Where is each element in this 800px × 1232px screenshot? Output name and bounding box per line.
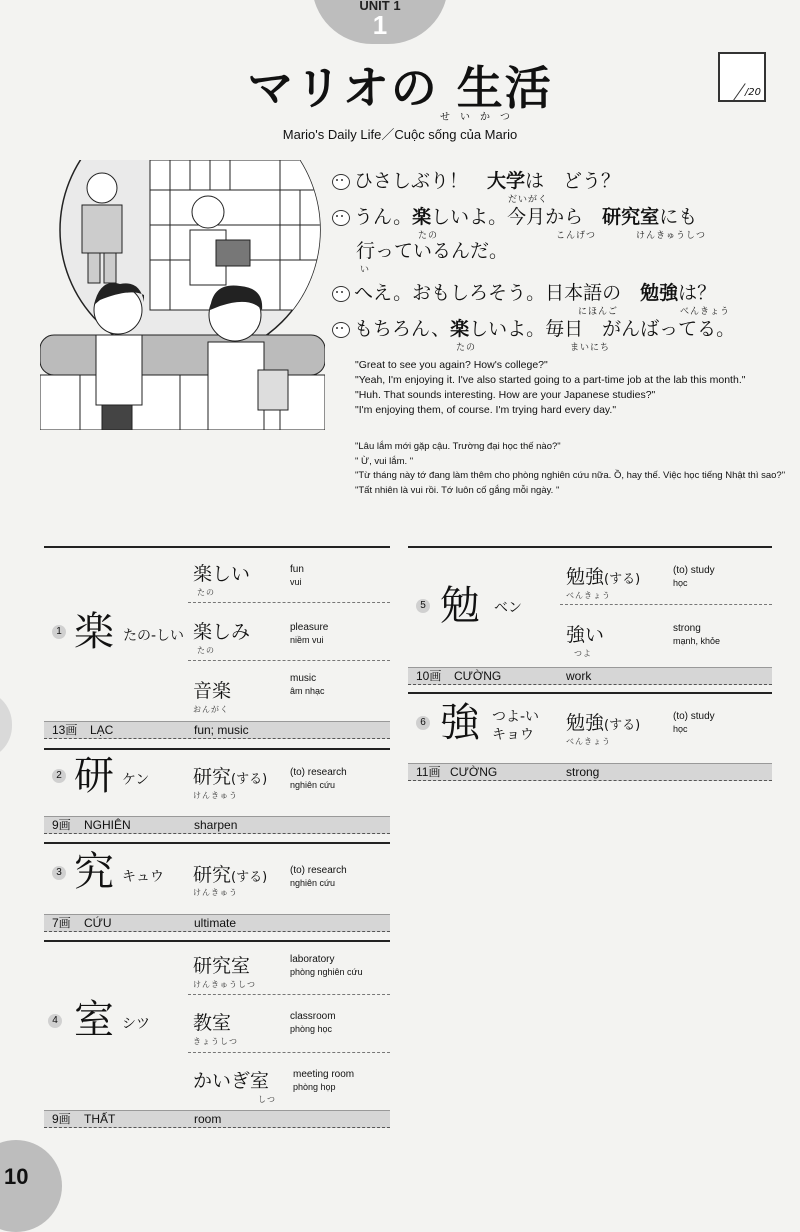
page-title: マリオの 生活 [247,61,553,115]
divider [188,660,390,661]
vocab-ruby: しつ [258,1095,276,1104]
kanji-character: 研 [74,753,114,799]
vocab-gloss: laboratory phòng nghiên cứu [290,954,363,977]
vocab-word: 研究(する) [193,766,268,788]
kanji-reading: キョウ [492,727,534,743]
ruby: たの [456,343,477,353]
unit-tab [312,0,448,44]
ruby: けんきゅうしつ [636,231,707,241]
divider [188,994,390,995]
kanji-reading: たの-しい [123,628,185,644]
unit-label: UNIT 1 [359,0,401,13]
kanji-number: 5 [416,599,430,613]
kanji-info-bar: 7画 CỨU ultimate [44,914,390,932]
kanji-character: 勉 [440,583,480,629]
ruby: まいにち [570,343,611,353]
vocab-ruby: おんがく [193,705,229,714]
kanji-character: 強 [440,700,480,746]
title-ruby: せいかつ [440,112,520,123]
kanji-info-bar: 9画 THẤT room [44,1110,390,1128]
divider [44,940,390,943]
vocab-gloss: pleasure niềm vui [290,622,329,645]
ruby: にほんご [578,307,619,317]
vocab-ruby: たの [197,646,215,655]
kanji-character: 楽 [74,609,114,655]
dialogue-line-1: ひさしぶり！ 大学は どう？ [332,170,620,192]
kanji-reading: シツ [122,1016,150,1032]
kanji-info-bar: 9画 NGHIÊN sharpen [44,816,390,834]
page-number-badge [0,1140,62,1232]
kanji-character: 室 [74,997,114,1043]
vocab-word: 研究(する) [193,864,268,886]
kanji-character: 究 [74,849,114,895]
ruby: だいがく [508,195,549,205]
vocab-gloss: fun vui [290,564,304,587]
kanji-info-bar: 11画 CƯỜNG strong [408,763,772,781]
kanji-info-bar: 10画 CƯỜNG work [408,667,772,685]
vocab-ruby: きょうしつ [193,1037,238,1046]
score-label: /20 [744,87,761,98]
ruby: たの [418,231,439,241]
vocab-gloss: strong mạnh, khỏe [673,623,721,646]
vocab-gloss: music âm nhạc [290,673,325,696]
page-subtitle: Mario's Daily Life／Cuộc sống của Mario [282,127,518,142]
divider [560,604,772,605]
vocab-ruby: けんきゅう [193,888,238,897]
vocab-gloss: classroom phòng học [290,1011,336,1034]
kanji-reading: ベン [494,600,522,616]
vocab-gloss: (to) study học [673,565,715,588]
speaker-mario-icon [332,210,350,226]
kanji-info-bar: 13画 LẠC fun; music [44,721,390,739]
vocab-word: 楽しい [193,563,251,585]
vocab-ruby: たの [197,588,215,597]
kanji-number: 4 [48,1014,62,1028]
illustration [40,160,325,430]
divider [188,602,390,603]
vocab-ruby: べんきょう [566,591,611,600]
unit-number: 1 [372,10,388,40]
vocab-gloss: (to) research nghiên cứu [290,865,347,888]
speaker-girl-icon [332,286,350,302]
translation-en: "Great to see you again? How's college?" "Yeah, I'm enjoying it. I've also started going to a part-time job at the lab this month." "Huh. That sounds interesting. How are your Japanese studies?" "I'm enjoying them, of course. I'm trying hard every day." [355,359,746,416]
divider [44,748,390,751]
vocab-word: 強い [566,624,605,646]
vocab-word: 研究室 [193,955,251,977]
vocab-ruby: けんきゅう [193,791,238,800]
speaker-mario-icon [332,322,350,338]
divider [408,692,772,695]
translation-vi: "Lâu lắm mới gặp cậu. Trường đại học thế nào?" " Ừ, vui lắm. " "Từ tháng này tớ đang làm thêm cho phòng nghiên cứu nữa. Ồ, hay thế. Việc học tiếng Nhật thì sao?" "Tất nhiên là vui rồi. Tớ luôn cố gắng mỗi ngày. " [355,441,786,496]
dialogue-line-4: もちろん、楽しいよ。毎日 がんばってる。 [332,318,735,340]
ruby: い [360,265,371,275]
dialogue-line-2: うん。楽しいよ。今月から 研究室にも [332,206,697,228]
score-box[interactable] [718,52,766,102]
vocab-word: 音楽 [193,680,232,702]
kanji-reading: ケン [122,772,150,788]
kanji-number: 6 [416,716,430,730]
kanji-number: 1 [52,625,66,639]
divider [188,1052,390,1053]
vocab-word: 勉強(する) [566,712,641,734]
vocab-ruby: つよ [574,649,592,658]
vocab-gloss: meeting room phòng họp [293,1069,355,1092]
vocab-word: 楽しみ [193,621,251,643]
vocab-gloss: (to) study học [673,711,715,734]
kanji-number: 2 [52,769,66,783]
ruby: こんげつ [556,231,597,241]
kanji-reading: つよ-い [492,709,540,725]
kanji-reading: キュウ [122,869,164,885]
vocab-word: 教室 [193,1012,232,1034]
divider [408,546,772,549]
vocab-ruby: べんきょう [566,737,611,746]
divider [44,546,390,549]
vocab-word: かいぎ室 [193,1070,270,1092]
page-number: 10 [4,1164,29,1189]
dialogue-line-2b: 行っているんだ。 [356,240,509,262]
dialogue-line-3: へえ。おもしろそう。日本語の 勉強は？ [332,282,716,304]
vocab-ruby: けんきゅうしつ [193,980,256,989]
kanji-number: 3 [52,866,66,880]
divider [44,842,390,845]
speaker-girl-icon [332,174,350,190]
vocab-word: 勉強(する) [566,566,641,588]
vocab-gloss: (to) research nghiên cứu [290,767,347,790]
ruby: べんきょう [680,307,731,317]
side-decoration [0,690,12,760]
